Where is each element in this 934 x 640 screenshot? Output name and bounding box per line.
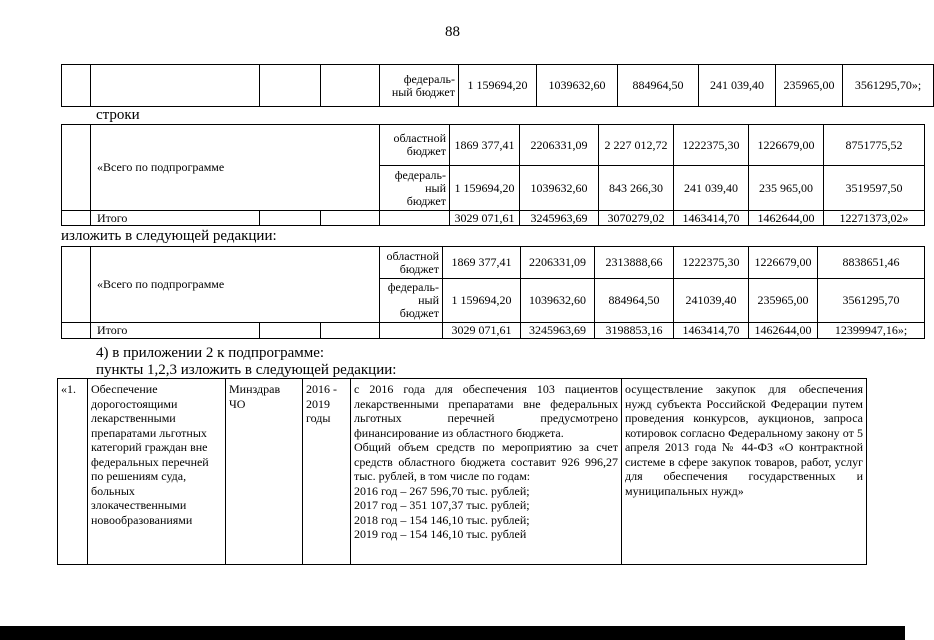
table-row-total xyxy=(62,211,925,226)
value-cell: 235965,00 xyxy=(776,65,843,107)
measure-name: Обеспечение дорогостоящими лекарственными препаратами льготных категорий граждан вне федеральных перечней по решениям суда, больных злокачественными новообразованиями xyxy=(88,379,226,565)
funding-year-line: 2016 год – 267 596,70 тыс. рублей; xyxy=(354,483,530,498)
funding-year-line: 2019 год – 154 146,10 тыс. рублей xyxy=(354,527,527,541)
table-new-edition xyxy=(61,246,925,339)
value-cell: 1226679,00 xyxy=(749,125,824,166)
bottom-scan-border xyxy=(0,626,905,640)
table-row xyxy=(58,379,867,565)
value-cell: 1039632,60 xyxy=(520,166,599,211)
funding-year-line: 2017 год – 351 107,37 тыс. рублей; xyxy=(354,498,530,512)
value-cell: 241039,40 xyxy=(674,279,749,323)
value-cell: 3561295,70 xyxy=(818,279,925,323)
value-cell: 241 039,40 xyxy=(674,166,749,211)
row-label: «Всего по подпрограмме xyxy=(91,247,380,323)
measure-funding: Общий объем средств по мероприятию за счет средств областного бюджета составит 926 996,27 тыс. рублей, в том числе по годам: xyxy=(354,440,618,483)
measure-mechanism: осуществление закупок для обеспечения нужд субъекта Российской Федерации путем проведения конкурсов, аукционов, запроса котировок согласно Федеральному закону от 5 апреля 2013 года № 44-ФЗ «О контрактной системе в сфере закупок товаров, работ, услуг для обеспечения государственных и муниципальных нужд» xyxy=(622,379,867,565)
value-cell: 1 159694,20 xyxy=(443,279,521,323)
measure-period: 2016 - 2019 годы xyxy=(303,379,351,565)
table-row xyxy=(62,247,925,279)
table-row-total xyxy=(62,323,925,339)
caption-new-edition: изложить в следующей редакции: xyxy=(61,228,277,244)
caption-points: пункты 1,2,3 изложить в следующей редакции: xyxy=(96,362,397,378)
value-cell: 8751775,52 xyxy=(824,125,925,166)
value-cell: 1222375,30 xyxy=(674,125,749,166)
value-cell: 235 965,00 xyxy=(749,166,824,211)
value-cell: 2206331,09 xyxy=(520,125,599,166)
value-cell: 884964,50 xyxy=(618,65,699,107)
row-label: «Всего по подпрограмме xyxy=(91,125,380,211)
value-cell: 2206331,09 xyxy=(521,247,595,279)
value-cell: 1039632,60 xyxy=(537,65,618,107)
total-value: 12399947,16»; xyxy=(818,323,925,339)
table-old-edition xyxy=(61,124,925,226)
total-value: 3029 071,61 xyxy=(450,211,520,226)
budget-cell: федераль-ный бюджет xyxy=(380,65,459,107)
total-label: Итого xyxy=(91,323,260,339)
page-number: 88 xyxy=(445,24,460,40)
caption-lines: строки xyxy=(96,107,140,123)
table-continuation xyxy=(61,64,934,107)
total-value: 3070279,02 xyxy=(599,211,674,226)
value-cell: 8838651,46 xyxy=(818,247,925,279)
value-cell: 1869 377,41 xyxy=(443,247,521,279)
measure-description-cell xyxy=(351,379,622,565)
budget-cell: областной бюджет xyxy=(380,125,450,166)
value-cell: 1222375,30 xyxy=(674,247,749,279)
total-value: 1463414,70 xyxy=(674,323,749,339)
measure-executor: Минздрав ЧО xyxy=(226,379,303,565)
total-label: Итого xyxy=(91,211,260,226)
value-cell: 241 039,40 xyxy=(699,65,776,107)
measure-description: с 2016 года для обеспечения 103 пациентов лекарственными препаратами вне федеральных льготных перечней предусмотрено финансирование из областного бюджета. xyxy=(354,382,618,440)
value-cell: 1039632,60 xyxy=(521,279,595,323)
budget-cell: федераль-ный бюджет xyxy=(380,279,443,323)
value-cell: 235965,00 xyxy=(749,279,818,323)
measure-number: «1. xyxy=(58,379,88,565)
value-cell: 884964,50 xyxy=(595,279,674,323)
total-value: 1462644,00 xyxy=(749,323,818,339)
value-cell: 2 227 012,72 xyxy=(599,125,674,166)
caption-appendix: 4) в приложении 2 к подпрограмме: xyxy=(96,345,325,361)
total-value: 3029 071,61 xyxy=(443,323,521,339)
value-cell: 1 159694,20 xyxy=(459,65,537,107)
value-cell: 1869 377,41 xyxy=(450,125,520,166)
table-measures xyxy=(57,378,867,565)
total-value: 1462644,00 xyxy=(749,211,824,226)
funding-year-line: 2018 год – 154 146,10 тыс. рублей; xyxy=(354,512,530,527)
total-value: 12271373,02» xyxy=(824,211,925,226)
value-cell: 843 266,30 xyxy=(599,166,674,211)
total-value: 1463414,70 xyxy=(674,211,749,226)
table-row xyxy=(62,125,925,166)
total-value: 3198853,16 xyxy=(595,323,674,339)
value-cell: 2313888,66 xyxy=(595,247,674,279)
budget-cell: областной бюджет xyxy=(380,247,443,279)
value-cell: 1226679,00 xyxy=(749,247,818,279)
table-row xyxy=(62,65,934,107)
value-cell: 1 159694,20 xyxy=(450,166,520,211)
value-cell: 3561295,70»; xyxy=(843,65,934,107)
budget-cell: федераль-ный бюджет xyxy=(380,166,450,211)
total-value: 3245963,69 xyxy=(521,323,595,339)
value-cell: 3519597,50 xyxy=(824,166,925,211)
total-value: 3245963,69 xyxy=(520,211,599,226)
